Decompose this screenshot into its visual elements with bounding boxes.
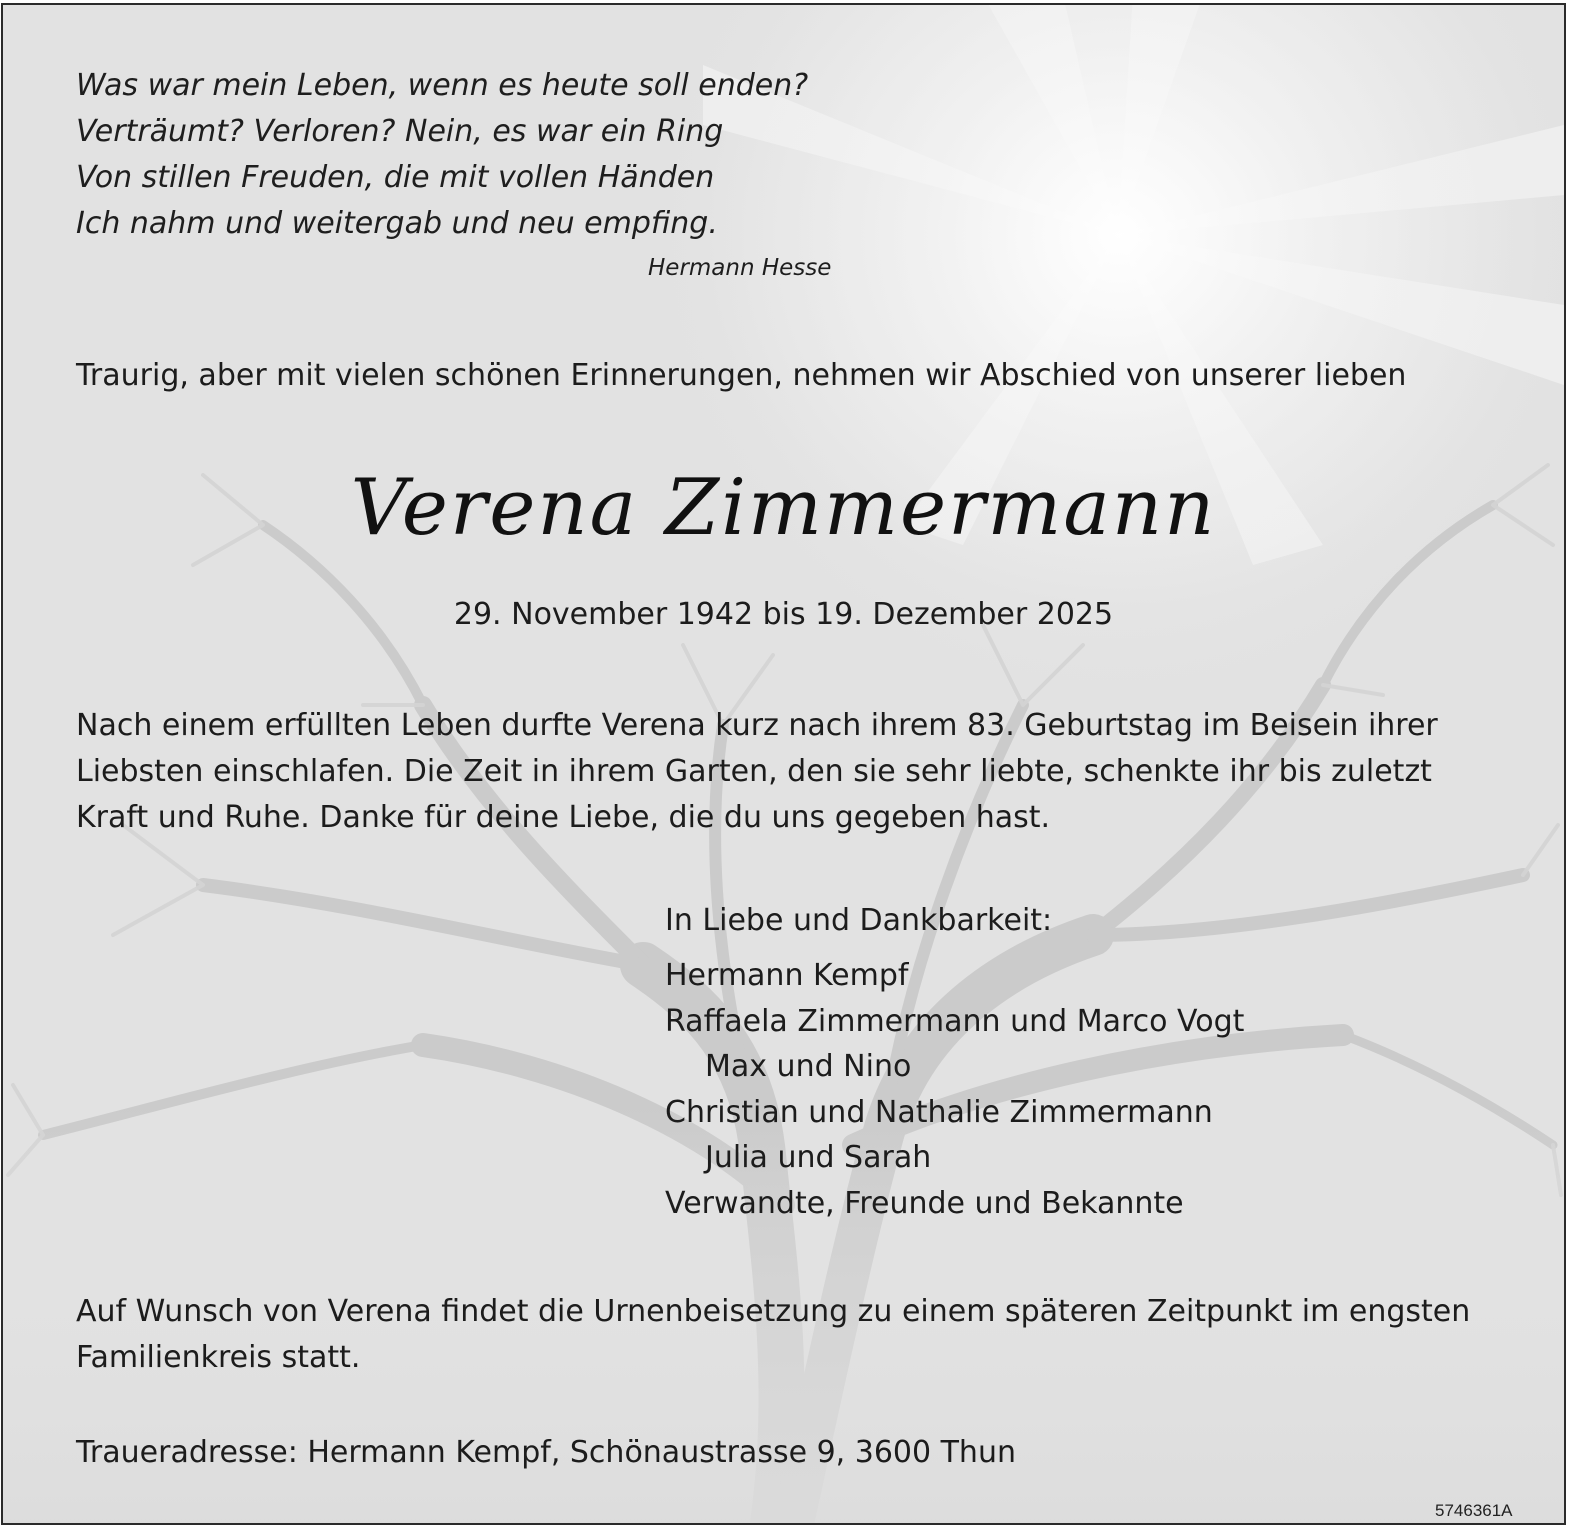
deceased-name: Verena Zimmermann (350, 463, 1217, 553)
family-member: Christian und Nathalie Zimmermann (665, 1094, 1213, 1130)
family-member: Hermann Kempf (665, 958, 909, 993)
family-member: Raffaela Zimmermann und Marco Vogt (665, 1003, 1245, 1039)
burial-notice: Auf Wunsch von Verena findet die Urnenbeisetzung zu einem späteren Zeitpunkt im engsten Familienkreis statt. (76, 1294, 1471, 1375)
body-text: Nach einem erfüllten Leben durfte Verena kurz nach ihrem 83. Geburtstag im Beisein ihrer Liebsten einschlafen. Die Zeit in ihrem Garten, den sie sehr liebte, schenkte ihr bis zuletzt Kraft und Ruhe. Danke für deine Liebe, die du uns gegeben hast. (76, 708, 1438, 835)
life-dates: 29. November 1942 bis 19. Dezember 2025 (453, 597, 1114, 632)
family-member: Verwandte, Freunde und Bekannte (665, 1185, 1184, 1221)
signoff: In Liebe und Dankbarkeit: (665, 903, 1053, 938)
family-member: Julia und Sarah (705, 1140, 932, 1175)
poem (76, 63, 976, 247)
poem-line: Verträumt? Verloren? Nein, es war ein Ring (76, 114, 724, 149)
family-member: Max und Nino (705, 1049, 912, 1084)
obituary-frame (1, 3, 1566, 1525)
family-list (665, 953, 1244, 1226)
poem-line: Ich nahm und weitergab und neu empfing. (76, 206, 718, 241)
poem-line: Was war mein Leben, wenn es heute soll enden? (76, 68, 809, 103)
intro-text: Traurig, aber mit vielen schönen Erinnerungen, nehmen wir Abschied von unserer lieben (76, 358, 1407, 393)
poem-author: Hermann Hesse (648, 255, 832, 281)
poem-line: Von stillen Freuden, die mit vollen Händen (76, 160, 715, 195)
mourning-address: Traueradresse: Hermann Kempf, Schönaustrasse 9, 3600 Thun (76, 1435, 1016, 1470)
reference-number: 5746361A (1435, 1501, 1513, 1520)
